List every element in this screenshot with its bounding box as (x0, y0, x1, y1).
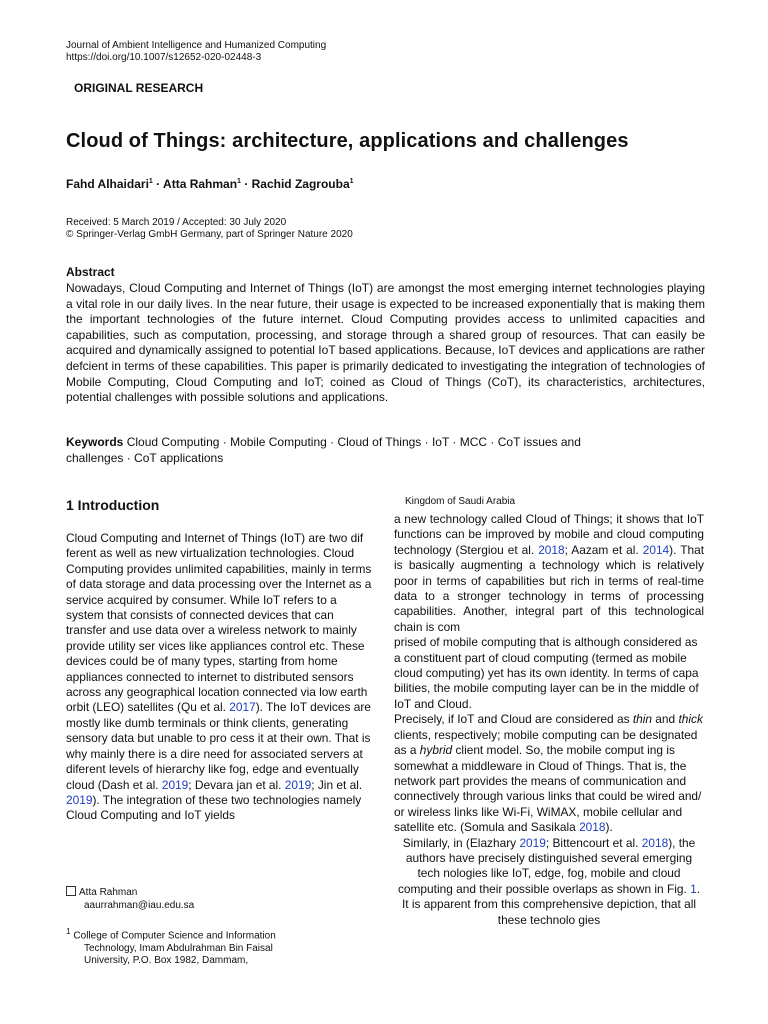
affiliation-mark: 1 (237, 178, 241, 185)
journal-name: Journal of Ambient Intelligence and Humanized Computing (66, 40, 327, 51)
emphasis-text: thin (632, 712, 652, 727)
keywords-list: Cloud Computing · Mobile Computing · Cloud of Things · IoT · MCC · CoT issues and challenges · CoT applications (66, 435, 581, 465)
received-accepted: Received: 5 March 2019 / Accepted: 30 July 2020 (66, 217, 287, 228)
body-text: Similarly, in (Elazhary (402, 835, 520, 850)
citation-link[interactable]: 2018 (579, 820, 606, 835)
author-name: Atta Rahman (163, 177, 238, 191)
citation-link[interactable]: 2017 (229, 700, 256, 715)
affiliation-mark: 1 (349, 178, 354, 185)
body-text: ; Jin et al. (311, 777, 363, 792)
body-text: ). That is basically augmenting a technology which is relatively poor in terms of capabilities but rich in terms of real-time data to a stronger technology in terms of processing capabilities. Another, integral part of this technological chain is com (394, 542, 704, 634)
author-list (66, 177, 354, 191)
corresponding-author (66, 886, 194, 912)
keywords-label: Keywords (66, 435, 124, 449)
body-text: ). (605, 820, 613, 835)
citation-link[interactable]: 2014 (642, 542, 670, 557)
keywords (66, 435, 636, 466)
doi-link[interactable]: https://doi.org/10.1007/s12652-020-02448-3 (66, 52, 262, 63)
affiliation-line: College of Computer Science and Information (73, 930, 276, 942)
article-type-label: ORIGINAL RESEARCH (74, 81, 204, 95)
paper-title: Cloud of Things: architecture, applications and challenges (66, 130, 629, 152)
body-text: ; Bittencourt et al. (545, 835, 642, 850)
publication-dates (66, 217, 353, 241)
body-text: ; Devara jan et al. (188, 777, 285, 792)
right-column-text (394, 512, 704, 928)
emphasis-text: thick (678, 712, 703, 727)
body-text: ). The integration of these two technologies namely Cloud Computing and IoT yields (66, 792, 362, 823)
citation-link[interactable]: 2018 (641, 835, 669, 850)
abstract-text: Nowadays, Cloud Computing and Internet of Things (IoT) are amongst the most emerging internet technologies playing a vital role in our daily lives. In the near future, their usage is expected to be increased exponentially that is making them the important technologies of the future internet. Cloud Computing provides access to unlimited capacities and capabilities, such as computation, processing, and storage through a shared group of resources. That can easily be acquired and dynamically assigned to potential IoT based applications. Because, IoT devices and applications are rather defcient in terms of these capabilities. This paper is primarily dedicated to investigating the integration of technologies of Mobile Computing, Cloud Computing and IoT; coined as Cloud of Things (CoT), its characteristics, architectures, potential challenges with possible solutions and applications. (66, 281, 705, 405)
body-text: a new technology called Cloud of Things; it shows that IoT functions can be improved by mobile and cloud computing technology (Stergiou et al. (394, 512, 704, 557)
body-text: ), the authors have precisely distinguished several emerging tech nologies like IoT, edge, fog, mobile and cloud computing and their possible overlaps as shown in Fig. (397, 835, 696, 896)
corresponding-email[interactable]: aaurrahman@iau.edu.sa (84, 900, 195, 911)
body-text: client model. So, the mobile comput ing is somewhat a middleware in Cloud of Things. That is, the network part provides the means of communication and connectively through various links that could be wired and/ or wireless links like Wi-Fi, WiMAX, mobile cellular and satellite etc. (Somula and Sasikala (394, 743, 702, 835)
envelope-icon (66, 886, 76, 896)
citation-link[interactable]: 2019 (284, 777, 312, 792)
body-text: and (652, 712, 679, 727)
body-text: clients, respectively; mobile computing can be designated as a (394, 727, 698, 758)
affiliation-line: Technology, Imam Abdulrahman Bin Faisal (84, 942, 273, 954)
abstract-heading: Abstract (66, 265, 115, 279)
author-separator: · (152, 177, 164, 191)
introduction-heading: 1 Introduction (66, 497, 160, 513)
journal-header (66, 40, 326, 64)
body-text: Precisely, if IoT and Cloud are considered as (394, 712, 633, 727)
body-text: prised of mobile computing that is although considered as a constituent part of cloud computing (termed as mobile cloud computing) yet has its own identity. In terms of capa bilities, the mobile computing layer can be in the middle of IoT and Cloud. (394, 635, 699, 711)
copyright-line: © Springer-Verlag GmbH Germany, part of Springer Nature 2020 (66, 229, 353, 240)
affiliation-footnote (66, 925, 276, 968)
left-column-text (66, 531, 372, 824)
author-name: Fahd Alhaidari (66, 177, 149, 191)
body-text: . It is apparent from this comprehensive depiction, that all these technolo gies (401, 881, 701, 927)
affiliation-continued: Kingdom of Saudi Arabia (405, 496, 516, 507)
author-name: Rachid Zagrouba (251, 177, 350, 191)
body-text: ; Aazam et al. (564, 542, 643, 557)
citation-link[interactable]: 2019 (519, 835, 546, 850)
body-text: Cloud Computing and Internet of Things (IoT) are two dif ferent as well as new virtualization technologies. Cloud Computing provides unlimited capabilities, mainly in terms of data storage and data processing over the Internet as a service acquired by consumer. While IoT refers to a system that consists of connected devices that can transfer and use data over a wireless network to mainly provide utility ser vices like appliances control etc. These devices could be of many types, starting from home appliances connected to internet to distributed sensors across any geographical location connected via low earth orbit (LEO) satellites (Qu et al. (66, 531, 372, 715)
affiliation-line: University, P.O. Box 1982, Dammam, (84, 955, 249, 967)
body-text: ). The IoT devices are mostly like dumb terminals or think clients, generating sensory data but unable to pro cess it at their own. That is why mainly there is a dire need for associated servers at diferent levels of hierarchy like fog, edge and eventually cloud (Dash et al. (66, 700, 371, 792)
citation-link[interactable]: 2018 (538, 542, 565, 557)
corresponding-name: Atta Rahman (79, 887, 138, 898)
figure-link[interactable]: 1 (690, 881, 697, 896)
citation-link[interactable]: 2019 (66, 792, 93, 807)
emphasis-text: hybrid (419, 743, 453, 758)
affiliation-mark: 1 (66, 926, 71, 936)
affiliation-mark: 1 (148, 178, 153, 185)
author-separator: · (240, 177, 252, 191)
citation-link[interactable]: 2019 (161, 777, 189, 792)
